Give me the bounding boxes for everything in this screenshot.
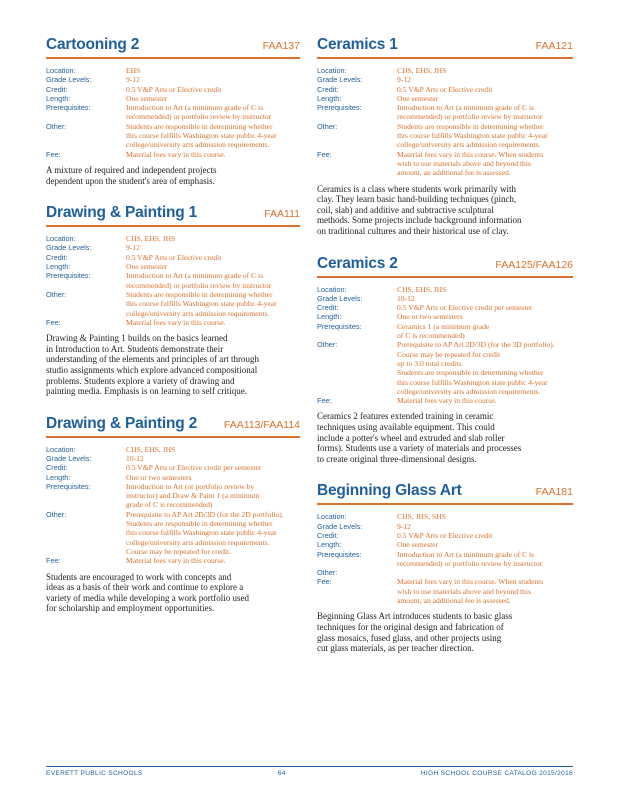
course-info-table [317,285,573,406]
course-block [317,255,573,465]
course-code: FAA137 [262,40,300,52]
course-title: Drawing & Painting 1 [46,204,198,222]
grade-levels-value: 9-12 [397,521,411,531]
description-line: problems. Students explore a variety of drawing and [46,375,235,386]
course-header [46,204,300,227]
credit-value: 0.5 V&P Arts or Elective credit [126,84,222,94]
other-value-line [397,568,573,577]
prerequisites-value [126,103,300,122]
course-description [317,411,573,464]
other-value-line: college/university arts admission requirements. [126,537,270,547]
info-row-credit [46,85,300,94]
info-label: Grade Levels: [46,75,92,85]
info-row-length [317,540,573,549]
info-row-prerequisites [317,103,573,122]
info-row-length [46,94,300,103]
course-title: Ceramics 1 [317,36,398,53]
info-row-fee [317,396,573,405]
grade-levels-value: 10-12 [397,293,415,303]
fee-value-line: Material fees vary in this course. [126,317,226,327]
other-value-line: Course may be repeated for credit. [126,546,231,556]
fee-value [397,150,573,178]
prerequisites-value [397,550,573,569]
info-row-location [317,66,573,75]
description-line: forms). Students use a variety of materials and processes [317,443,522,454]
fee-value [397,577,573,605]
info-label: Credit: [46,84,68,94]
course-code: FAA125/FAA126 [495,258,573,271]
other-value-line: this course fulfills Washington state public 4-year [126,299,277,309]
length-value: One semester [126,262,168,272]
info-row-other [46,510,300,556]
grade-levels-value: 10-12 [126,453,144,463]
info-label: Prerequisites: [317,103,362,113]
description-line: clay. They learn basic hand-building techniques (pinch, [317,194,517,205]
other-value [397,340,573,396]
other-value-line: Students are responsible in determining whether [397,121,544,131]
credit-value: 0.5 V&P Arts or Elective credit [397,84,493,94]
info-label: Prerequisites: [46,271,91,281]
info-row-prerequisites [317,550,573,569]
info-row-length [317,312,573,321]
footer-district: EVERETT PUBLIC SCHOOLS [46,770,143,777]
info-row-grade-levels [46,75,300,84]
info-row-other [317,340,573,396]
description-line: painting media. Emphasis is on learning to self critique. [46,386,247,397]
other-value [397,568,573,577]
info-label: Other: [46,121,67,131]
fee-value [126,150,300,159]
other-value-line: this course fulfills Washington state public 4-year [397,131,548,141]
description-line: Drawing & Painting 1 builds on the basics learned [46,333,228,344]
course-code: FAA121 [535,40,573,52]
info-row-fee [46,318,300,327]
course-header [46,415,300,438]
info-label: Location: [317,512,347,522]
info-label: Grade Levels: [317,293,363,303]
length-value: One or two semesters [397,312,463,322]
other-value-line: Students are responsible in determining whether [126,289,273,299]
grade-levels-value: 9-12 [126,243,140,253]
course-block [46,204,300,397]
other-value-line: Course may be repeated for credit [397,349,501,359]
info-row-grade-levels [46,243,300,252]
info-row-location [317,512,573,521]
course-description [317,184,573,237]
length-value: One or two semesters [126,472,192,482]
description-line: methods. Some projects include background information [317,215,522,226]
other-value-line: college/university arts admission requirements. [126,308,270,318]
other-value-line: Students are responsible in determining whether [126,519,273,529]
prerequisites-value [397,322,573,341]
fee-value-line: Material fees vary in this course. [126,149,226,159]
info-row-location [46,66,300,75]
grade-levels-value: 9-12 [126,75,140,85]
prerequisites-value [397,103,573,122]
course-block [46,415,300,614]
page-footer [46,766,573,777]
description-line: in Introduction to Art. Students demonstrate their [46,343,224,354]
fee-value-line: amount, an additional fee is assessed. [397,596,511,606]
info-label: Prerequisites: [317,321,362,331]
right-column [317,36,573,672]
prerequisites-value-line: recommended) or portfolio review by instructor [397,558,543,568]
description-line: Beginning Glass Art introduces students to basic glass [317,611,513,622]
info-label: Location: [317,66,347,75]
course-info-table [46,234,300,327]
other-value-line: up to 3.0 total credits. [397,358,464,368]
course-title: Beginning Glass Art [317,482,462,500]
info-row-credit [317,303,573,312]
prerequisites-value-line: Introduction to Art (or portfolio review by [126,481,255,491]
info-row-other [317,122,573,150]
fee-value-line: wish to use materials above and beyond this [397,158,531,168]
description-line: Ceramics is a class where students work primarily with [317,183,516,194]
prerequisites-value-line: Ceramics 1 (a minimum grade [397,321,490,331]
info-row-other [46,290,300,318]
length-value: One semester [126,93,168,103]
info-label: Credit: [317,84,339,94]
course-info-table [317,512,573,605]
info-label: Length: [317,312,342,322]
info-row-grade-levels [317,294,573,303]
course-description [317,611,573,653]
other-value-line: Prerequisite to AP Art 2D/3D (for the 3D portfolio). [397,340,555,350]
info-label: Credit: [317,303,339,313]
course-info-table [317,66,573,178]
prerequisites-value-line: Introduction to Art (a minimum grade of C is [126,103,264,113]
credit-value: 0.5 V&P Arts or Elective credit [126,252,222,262]
info-label: Length: [46,472,71,482]
prerequisites-value-line: grade of C is recommended) [126,500,213,510]
description-line: for scholarship and employment opportunities. [46,603,215,614]
info-row-prerequisites [46,103,300,122]
info-row-grade-levels [317,522,573,531]
info-row-grade-levels [46,454,300,463]
info-label: Length: [317,93,342,103]
course-title: Ceramics 2 [317,254,398,272]
other-value-line: college/university arts admission requirements. [397,140,541,150]
other-value-line: this course fulfills Washington state public 4-year [126,528,277,538]
info-label: Grade Levels: [46,453,92,463]
info-label: Credit: [46,252,68,262]
course-title: Drawing & Painting 2 [46,414,198,432]
info-label: Length: [317,540,342,550]
credit-value: 0.5 V&P Arts or Elective credit [397,530,493,540]
location-value: EHS [126,66,141,75]
location-value: CHS, EHS, JHS [126,234,176,244]
description-line: dependent upon the student's area of emphasis. [46,175,215,186]
course-block [317,36,573,237]
info-label: Other: [46,289,67,299]
description-line: A mixture of required and independent projects [46,164,217,175]
prerequisites-value-line: of C is recommended) [397,331,465,341]
other-value [397,122,573,150]
fee-value [126,318,300,327]
info-label: Other: [317,568,338,578]
prerequisites-value-line: Introduction to Art (a minimum grade of C is [397,103,535,113]
footer-catalog: HIGH SCHOOL COURSE CATALOG 2015/2016 [420,770,573,777]
other-value-line: this course fulfills Washington state public 4-year [397,377,548,387]
course-header [317,36,573,59]
location-value: CHS, EHS, JHS [397,284,447,294]
other-value [126,122,300,150]
description-line: Students are encouraged to work with concepts and [46,571,232,582]
prerequisites-value-line: Introduction to Art (a minimum grade of C is [397,549,535,559]
info-label: Prerequisites: [317,549,362,559]
course-code: FAA181 [535,486,573,499]
info-row-prerequisites [46,482,300,510]
course-block [46,36,300,186]
info-label: Prerequisites: [46,103,91,113]
course-header [46,36,300,59]
info-label: Other: [317,340,338,350]
location-value: CHS, EHS, JHS [397,66,447,75]
info-label: Fee: [317,396,332,406]
info-label: Location: [46,444,76,454]
info-label: Grade Levels: [317,75,363,85]
fee-value [126,556,300,565]
course-code: FAA113/FAA114 [223,418,300,431]
credit-value: 0.5 V&P Arts or Elective credit per semester [397,303,533,313]
length-value: One semester [397,540,439,550]
info-label: Fee: [46,149,61,159]
info-row-location [46,445,300,454]
course-title: Cartooning 2 [46,36,140,53]
length-value: One semester [397,93,439,103]
info-row-length [46,262,300,271]
prerequisites-value-line: recommended) or portfolio review by instructor [397,112,543,122]
info-row-grade-levels [317,75,573,84]
info-label: Fee: [46,317,61,327]
description-line: studio assignments which explore advanced compositional [46,364,258,375]
info-label: Other: [46,509,67,519]
description-line: coil, slab) and additive and subtractive sculptural [317,204,494,215]
page-number: 64 [277,770,286,777]
fee-value-line: Material fees vary in this course. [397,396,497,406]
course-block [317,482,573,653]
course-header [317,255,573,278]
info-row-length [317,94,573,103]
info-row-credit [317,85,573,94]
description-line: on traditional cultures and their historical use of clay. [317,225,509,236]
course-info-table [46,445,300,566]
description-line: Ceramics 2 features extended training in ceramic [317,411,494,422]
info-row-fee [46,556,300,565]
info-label: Grade Levels: [46,243,92,253]
info-row-prerequisites [317,322,573,341]
other-value-line: this course fulfills Washington state public 4-year [126,131,277,141]
info-row-fee [317,150,573,178]
info-label: Length: [46,93,71,103]
other-value-line: Students are responsible in determining whether [126,121,273,131]
course-description [46,165,300,186]
other-value-line: college/university arts admission requirements. [397,386,541,396]
prerequisites-value [126,271,300,290]
description-line: glass mosaics, fused glass, and other projects using [317,632,502,643]
info-label: Fee: [317,149,332,159]
info-label: Fee: [317,577,332,587]
course-header [317,482,573,505]
other-value-line: Students are responsible in determining whether [397,368,544,378]
prerequisites-value [126,482,300,510]
location-value: CHS, EHS, JHS [126,444,176,454]
prerequisites-value-line: recommended) or portfolio review by instructor [126,280,272,290]
other-value [126,290,300,318]
fee-value-line: Material fees vary in this course. When students [397,149,544,159]
other-value-line: college/university arts admission requirements. [126,140,270,150]
info-label: Other: [317,121,338,131]
course-code: FAA111 [264,208,300,221]
prerequisites-value-line: recommended) or portfolio review by instructor [126,112,272,122]
info-label: Location: [46,66,76,75]
info-row-fee [317,577,573,605]
info-label: Fee: [46,556,61,566]
prerequisites-value-line: Introduction to Art (a minimum grade of C is [126,271,264,281]
info-label: Grade Levels: [317,521,363,531]
description-line: to create original three-dimensional designs. [317,453,477,464]
fee-value-line: wish to use materials above and beyond this [397,586,531,596]
info-row-credit [46,253,300,262]
description-line: ideas as a basis of their work and continue to explore a [46,582,244,593]
description-line: variety of media while developing a work portfolio used [46,592,249,603]
info-row-other [317,568,573,577]
other-value [126,510,300,556]
course-description [46,333,300,397]
info-row-fee [46,150,300,159]
course-info-table [46,66,300,159]
info-row-prerequisites [46,271,300,290]
grade-levels-value: 9-12 [397,75,411,85]
fee-value-line: Material fees vary in this course. When students [397,577,544,587]
info-label: Prerequisites: [46,481,91,491]
credit-value: 0.5 V&P Arts or Elective credit per semester [126,463,262,473]
fee-value-line: Material fees vary in this course. [126,556,226,566]
fee-value [397,396,573,405]
info-label: Credit: [317,530,339,540]
description-line: techniques using available equipment. This could [317,421,495,432]
prerequisites-value-line: instructor) and Draw & Paint 1 (a minimum [126,491,260,501]
info-row-credit [46,463,300,472]
info-row-location [317,285,573,294]
description-line: include a potter's wheel and extruded and slab roller [317,432,505,443]
fee-value-line: amount, an additional fee is assessed. [397,168,511,178]
info-row-other [46,122,300,150]
info-label: Location: [46,234,76,244]
other-value-line: Prerequisite to AP Art 2D/3D (for the 2D portfolio). [126,509,284,519]
course-description [46,572,300,614]
info-row-length [46,473,300,482]
description-line: understanding of the elements and principles of art through [46,354,259,365]
description-line: techniques for the original design and fabrication of [317,621,504,632]
location-value: CHS, JHS, SHS [397,512,446,522]
info-label: Length: [46,262,71,272]
left-column [46,36,300,632]
info-label: Location: [317,284,347,294]
description-line: cut glass materials, as per teacher direction. [317,643,474,654]
info-label: Credit: [46,463,68,473]
info-row-credit [317,531,573,540]
info-row-location [46,234,300,243]
